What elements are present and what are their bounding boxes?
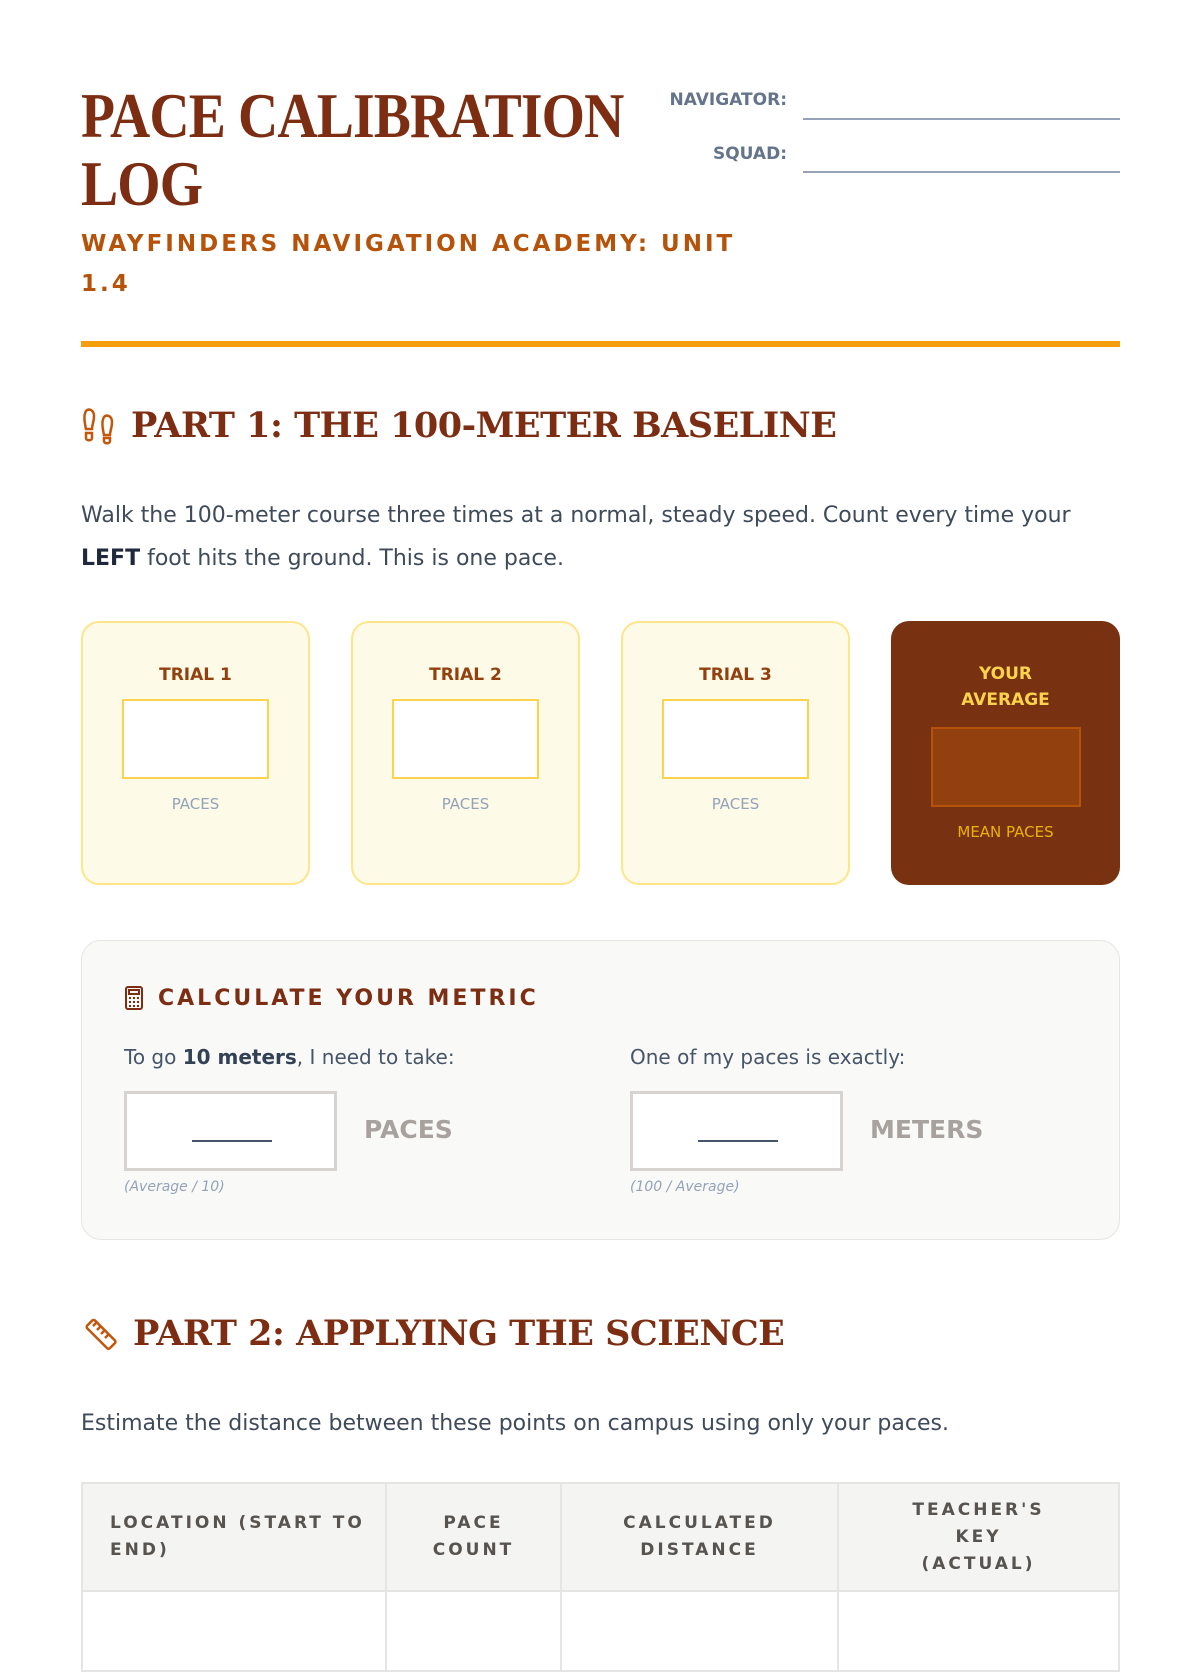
calc-heading	[124, 985, 539, 1011]
trial-label: TRIAL 2	[429, 665, 502, 685]
page-subtitle: WAYFINDERS NAVIGATION ACADEMY: UNIT 1.4	[81, 231, 736, 297]
meters-hint: (100 / Average)	[630, 1179, 740, 1195]
part1-instructions: Walk the 100-meter course three times at a normal, steady speed. Count every time your LEFT foot hits the ground. This is one pace.	[81, 503, 1071, 571]
unit-label: MEAN PACES	[957, 823, 1054, 841]
trial-3-card	[621, 621, 850, 885]
col-teachers-key: TEACHER'S KEY (ACTUAL)	[838, 1483, 1119, 1591]
average-input[interactable]	[931, 727, 1081, 807]
squad-label: SQUAD:	[712, 144, 787, 164]
squad-field[interactable]	[803, 171, 1120, 173]
paces-per-10m-input[interactable]	[124, 1091, 337, 1171]
paces-unit: PACES	[364, 1115, 453, 1144]
col-pace-count: PACE COUNT	[386, 1483, 561, 1591]
unit-label: PACES	[711, 795, 760, 813]
header-divider	[81, 341, 1120, 347]
average-label: YOUR AVERAGE	[961, 664, 1050, 710]
part2-heading	[81, 1313, 784, 1354]
distance-table	[81, 1482, 1120, 1672]
part1-heading-text: PART 1: THE 100-METER BASELINE	[131, 405, 837, 446]
meters-per-pace-input[interactable]	[630, 1091, 843, 1171]
footprints-icon	[81, 407, 117, 445]
trial-label: TRIAL 1	[159, 665, 232, 685]
cell[interactable]	[561, 1591, 838, 1671]
trial-2-input[interactable]	[392, 699, 539, 779]
cell[interactable]	[82, 1591, 386, 1671]
part1-heading	[81, 405, 836, 446]
page-title: PACE CALIBRATION LOG	[81, 80, 624, 219]
part2-instructions: Estimate the distance between these points on campus using only your paces.	[81, 1411, 949, 1436]
trial-3-input[interactable]	[662, 699, 809, 779]
table-row	[82, 1591, 1119, 1671]
ruler-icon	[81, 1315, 119, 1353]
navigator-label: NAVIGATOR:	[669, 90, 787, 110]
trial-1-input[interactable]	[122, 699, 269, 779]
calculator-icon	[124, 985, 144, 1011]
calc-heading-text: CALCULATE YOUR METRIC	[158, 985, 539, 1011]
meters-unit: METERS	[870, 1115, 984, 1144]
part2-heading-text: PART 2: APPLYING THE SCIENCE	[133, 1313, 785, 1354]
calculate-panel	[81, 940, 1120, 1240]
navigator-field[interactable]	[803, 118, 1120, 120]
trial-label: TRIAL 3	[699, 665, 772, 685]
page-header	[81, 82, 781, 304]
col-location: LOCATION (START TO END)	[82, 1483, 386, 1591]
col-calculated-distance: CALCULATED DISTANCE	[561, 1483, 838, 1591]
unit-label: PACES	[171, 795, 220, 813]
meters-question: One of my paces is exactly:	[630, 1045, 906, 1069]
unit-label: PACES	[441, 795, 490, 813]
cell[interactable]	[386, 1591, 561, 1671]
paces-question: To go 10 meters, I need to take:	[124, 1045, 455, 1069]
trial-1-card	[81, 621, 310, 885]
trial-2-card	[351, 621, 580, 885]
cell[interactable]	[838, 1591, 1119, 1671]
average-card	[891, 621, 1120, 885]
table-header-row	[82, 1483, 1119, 1591]
paces-hint: (Average / 10)	[124, 1179, 225, 1195]
